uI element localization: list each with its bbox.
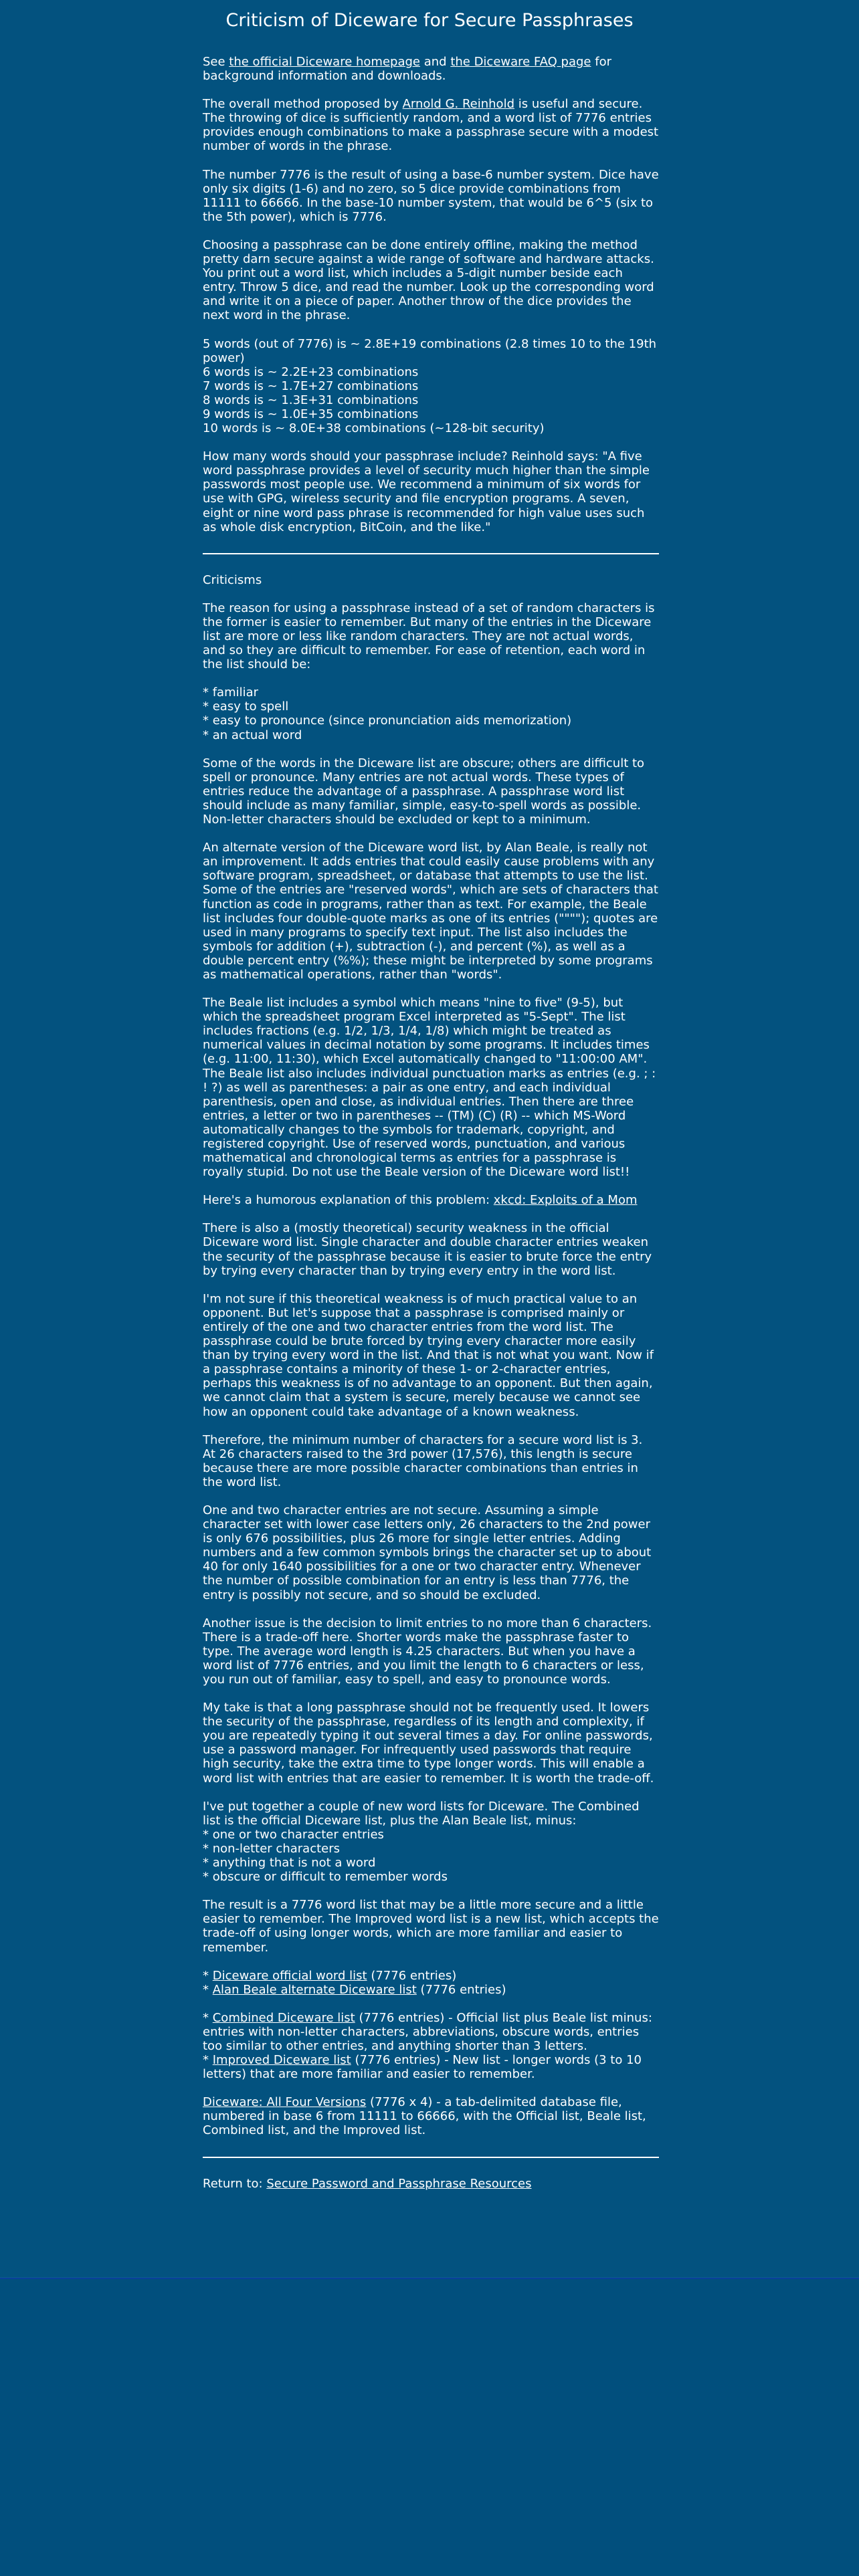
length-limit-paragraph: Another issue is the decision to limit entries to no more than 6 characters. There is a trade-off here. Shorter words make the passphrase faster to type. The average word length is 4.25 characters. But when you have a word list of 7776 entries, and you limit the length to 6 characters or less, you run out of familiar, easy to spell, and easy to pronounce words. <box>203 1616 652 1687</box>
tradeoff-paragraph: My take is that a long passphrase should not be frequently used. It lowers the security of the passphrase, regardless of its length and complexity, if you are repeatedly typing it out several times a day. For online passwords, use a password manager. For infrequently used passwords that require high security, take the extra time to type longer words. This will enable a word list with entries that are easier to remember. It is worth the trade-off. <box>203 1701 654 1786</box>
offline-paragraph: Choosing a passphrase can be done entirely offline, making the method pretty darn secure against a wide range of software and hardware attacks. You print out a word list, which includes a 5-digit number beside each entry. Throw 5 dice, and read the number. Look up the corresponding word and write it on a piece of paper. Another throw of the dice provides the next word in the phrase. <box>203 237 654 323</box>
all-versions-paragraph <box>203 2095 659 2137</box>
obscure-words-paragraph: Some of the words in the Diceware list are obscure; others are difficult to spell or pronounce. Many entries are not actual words. These types of entries reduce the advantage of a passphrase. A passphrase word list should include as many familiar, simple, easy-to-spell words as possible. Non-letter characters should be excluded or kept to a minimum. <box>203 756 645 827</box>
qualities-list <box>203 685 659 742</box>
paragraph-text: I've put together a couple of new word lists for Diceware. The Combined list is the official Diceware list, plus the Alan Beale list, minus: <box>203 1799 640 1828</box>
text-fragment: (7776 entries) <box>416 1982 506 1997</box>
official-word-list-link[interactable]: Diceware official word list <box>212 1968 367 1983</box>
short-entries-paragraph: One and two character entries are not secure. Assuming a simple character set with lower case letters only, 26 characters to the 2nd power is only 676 possibilities, plus 26 more for single letter entries. Adding numbers and a few common symbols brings the character set up to about 40 for only 1640 possibilities for a one or two character entry. Whenever the number of possible combination for an entry is less than 7776, the entry is possibly not secure, and so should be excluded. <box>203 1503 652 1602</box>
criticism-paragraph: The reason for using a passphrase instead of a set of random characters is the former is easier to remember. But many of the entries in the Diceware list are more or less like random characters. They are not actual words, and so they are difficult to remember. For ease of retention, each word in the list should be: <box>203 601 655 672</box>
new-lists-paragraph <box>203 1800 659 1885</box>
text-fragment: (7776 entries) <box>367 1968 457 1983</box>
beale-list-link[interactable]: Alan Beale alternate Diceware list <box>212 1982 417 1997</box>
list-item: * obscure or difficult to remember words <box>203 1870 448 1885</box>
humor-paragraph <box>203 1193 659 1207</box>
list-item: * non-letter characters <box>203 1841 341 1856</box>
bullet-marker: * <box>203 1982 213 1997</box>
list-item <box>203 1983 659 1997</box>
text-fragment: The overall method proposed by <box>203 97 403 112</box>
beale-list-paragraph: An alternate version of the Diceware word list, by Alan Beale, is really not an improvement. It adds entries that could easily cause problems with any software program, spreadsheet, or database that attempts to use the list. Some of the entries are "reserved words", which are sets of characters that function as code in programs, rather than as text. For example, the Beale list includes four double-quote marks as one of its entries (""""); quotes are used in many programs to specify text input. The list also includes the symbols for addition (+), subtraction (-), and percent (%), as well as a double percent entry (%%); these might be interpreted by some programs as mathematical operations, rather than "words". <box>203 841 658 982</box>
word-count-paragraph: How many words should your passphrase include? Reinhold says: "A five word passphrase provides a level of security much higher than the simple passwords most people use. We recommend a minimum of six words for use with GPG, wireless security and file encryption programs. A seven, eight or nine word pass phrase is recommended for high value uses such as whole disk encryption, BitCoin, and the like." <box>203 449 650 534</box>
brute-force-paragraph: I'm not sure if this theoretical weakness is of much practical value to an opponent. But let's suppose that a passphrase is comprised mainly or entirely of the one and two character entries from the word list. The passphrase could be brute forced by trying every character more easily than by trying every word in the list. And that is not what you want. Now if a passphrase contains a minority of these 1- or 2-character entries, perhaps this weakness is of no advantage to an opponent. But then again, we cannot claim that a system is secure, merely because we cannot see how an opponent could take advantage of a known weakness. <box>203 1291 654 1419</box>
result-paragraph: The result is a 7776 word list that may be a little more secure and a little easier to remember. The Improved word list is a new list, which accepts the trade-off of using longer words, which are more familiar and easier to remember. <box>203 1898 659 1955</box>
main-content <box>203 55 659 2205</box>
list-item: * anything that is not a word <box>203 1856 376 1870</box>
page-title: Criticism of Diceware for Secure Passphrases <box>225 10 634 31</box>
list-item: * easy to spell <box>203 700 289 714</box>
beale-symbols-paragraph: The Beale list includes a symbol which means "nine to five" (9-5), but which the spreadsheet program Excel interpreted as "5-Sept". The list includes fractions (e.g. 1/2, 1/3, 1/4, 1/8) which might be treated as numerical values in decimal notation by some programs. It includes times (e.g. 11:00, 11:30), which Excel automatically changed to "11:00:00 AM". The Beale list also includes individual punctuation marks as entries (e.g. ; : ! ?) as well as parentheses: a pair as one entry, and each individual parenthesis, open and close, as individual entries. Then there are three entries, a letter or two in parentheses -- (TM) (C) (R) -- which MS-Word automatically changes to the symbols for trademark, copyright, and registered copyright. Use of reserved words, punctuation, and various mathematical and chronological terms as entries for a passphrase is royally stupid. Do not use the Beale version of the Diceware word list!! <box>203 996 656 1180</box>
method-paragraph <box>203 97 659 153</box>
list-item: * easy to pronounce (since pronunciation aids memorization) <box>203 714 572 728</box>
text-fragment: (7776 entries) - New list - longer words (3 to 10 letters) that are more familiar and easier to remember. <box>203 2053 642 2082</box>
text-fragment: (7776 x 4) - a tab-delimited database file, numbered in base 6 from 11111 to 66666, with the Official list, Beale list, Combined list, and the Improved list. <box>203 2095 646 2138</box>
combination-line: 9 words is ~ 1.0E+35 combinations <box>203 407 419 421</box>
combined-list-link[interactable]: Combined Diceware list <box>212 2010 355 2025</box>
list-item <box>203 2053 659 2081</box>
new-word-lists <box>203 2011 659 2081</box>
weakness-paragraph: There is also a (mostly theoretical) security weakness in the official Diceware word list. Single character and double character entries weaken the security of the passphrase because it is easier to brute force the entry by trying every character than by trying every entry in the word list. <box>203 1221 652 1278</box>
base6-paragraph: The number 7776 is the result of using a base-6 number system. Dice have only six digits (1-6) and no zero, so 5 dice provide combinations from 11111 to 66666. In the base-10 number system, that would be 6^5 (six to the 5th power), which is 7776. <box>203 167 659 224</box>
list-item: * an actual word <box>203 728 302 742</box>
text-fragment: See <box>203 55 229 69</box>
page-background-lower <box>0 2279 859 2576</box>
diceware-homepage-link[interactable]: the official Diceware homepage <box>229 55 420 69</box>
return-paragraph <box>203 2177 659 2191</box>
intro-paragraph <box>203 55 659 83</box>
combination-line: 7 words is ~ 1.7E+27 combinations <box>203 379 419 393</box>
bullet-marker: * <box>203 2010 213 2025</box>
criticisms-heading: Criticisms <box>203 572 262 587</box>
reinhold-link[interactable]: Arnold G. Reinhold <box>402 97 514 112</box>
text-fragment: Here's a humorous explanation of this problem: <box>203 1193 494 1208</box>
list-item <box>203 2011 659 2053</box>
combination-line: 6 words is ~ 2.2E+23 combinations <box>203 364 419 379</box>
footer-divider <box>203 2157 659 2158</box>
return-link[interactable]: Secure Password and Passphrase Resources <box>266 2176 532 2191</box>
combinations-list <box>203 337 659 436</box>
combination-line: 8 words is ~ 1.3E+31 combinations <box>203 393 419 407</box>
bullet-marker: * <box>203 1968 213 1983</box>
diceware-faq-link[interactable]: the Diceware FAQ page <box>450 55 591 69</box>
source-lists <box>203 1969 659 1997</box>
bullet-marker: * <box>203 2053 213 2068</box>
list-item: * one or two character entries <box>203 1827 384 1842</box>
section-divider <box>203 553 659 554</box>
list-item: * familiar <box>203 685 259 700</box>
xkcd-link[interactable]: xkcd: Exploits of a Mom <box>493 1193 638 1208</box>
text-fragment: and <box>420 55 451 69</box>
combination-line: 5 words (out of 7776) is ~ 2.8E+19 combinations (2.8 times 10 to the 19th power) <box>203 336 657 365</box>
combination-line: 10 words is ~ 8.0E+38 combinations (~128-bit security) <box>203 421 545 436</box>
text-fragment: (7776 entries) - Official list plus Beale list minus: entries with non-letter characters, abbreviations, obscure words, entries too similar to other entries, and anything shorter than 3 letters. <box>203 2010 652 2053</box>
list-item <box>203 1969 659 1983</box>
all-versions-link[interactable]: Diceware: All Four Versions <box>203 2095 367 2110</box>
improved-list-link[interactable]: Improved Diceware list <box>212 2053 351 2068</box>
text-fragment: for background information and downloads. <box>203 55 611 84</box>
text-fragment: Return to: <box>203 2176 267 2191</box>
minimum-length-paragraph: Therefore, the minimum number of characters for a secure word list is 3. At 26 characters raised to the 3rd power (17,576), this length is secure because there are more possible character combinations than entries in the word list. <box>203 1432 643 1489</box>
text-fragment: is useful and secure. The throwing of dice is sufficiently random, and a word list of 7776 entries provides enough combinations to make a passphrase secure with a modest number of words in the phrase. <box>203 97 659 154</box>
